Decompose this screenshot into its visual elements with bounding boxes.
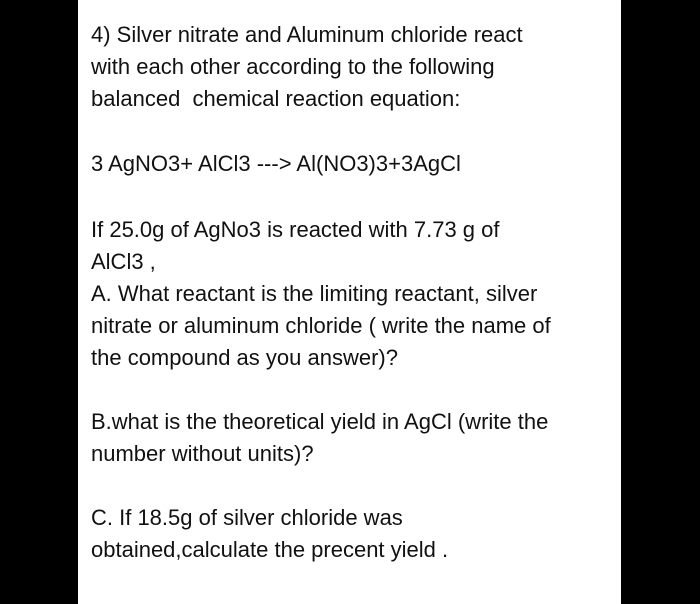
text-line: balanced chemical reaction equation: xyxy=(91,86,461,111)
chemical-equation xyxy=(91,148,616,180)
part-c xyxy=(91,502,616,566)
text-line: A. What reactant is the limiting reactant, silver xyxy=(91,281,538,306)
text-line: B.what is the theoretical yield in AgCl (write the xyxy=(91,409,549,434)
text-line: C. If 18.5g of silver chloride was xyxy=(91,505,403,530)
part-a xyxy=(91,278,616,374)
given-quantities xyxy=(91,214,616,278)
text-line: nitrate or aluminum chloride ( write the name of xyxy=(91,313,551,338)
text-line: with each other according to the following xyxy=(91,54,495,79)
text-line: If 25.0g of AgNo3 is reacted with 7.73 g of xyxy=(91,217,500,242)
text-line: number without units)? xyxy=(91,441,314,466)
text-line: the compound as you answer)? xyxy=(91,345,398,370)
equation-line: 3 AgNO3+ AlCl3 ---> Al(NO3)3+3AgCl xyxy=(91,151,461,176)
question-intro xyxy=(91,19,616,115)
text-line: AlCl3 , xyxy=(91,249,156,274)
text-line: 4) Silver nitrate and Aluminum chloride react xyxy=(91,22,523,47)
part-b xyxy=(91,406,616,470)
question-text xyxy=(91,19,616,566)
document-page xyxy=(78,0,621,604)
text-line: obtained,calculate the precent yield . xyxy=(91,537,449,562)
